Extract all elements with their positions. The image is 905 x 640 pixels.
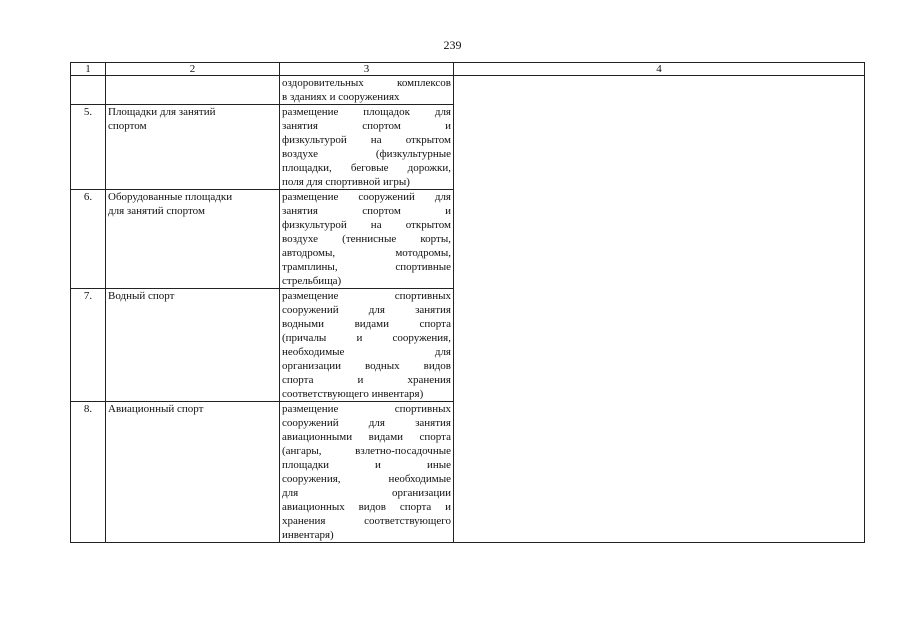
description-line: (причалы и сооружения,: [282, 332, 451, 344]
description-line: для организации: [282, 487, 451, 499]
name-line: Авиационный спорт: [108, 403, 204, 415]
row-description-cell: [280, 402, 454, 543]
description-line: размещение площадок для: [282, 106, 451, 118]
description-line: сооружений для занятия: [282, 304, 451, 316]
description-line: необходимые для: [282, 346, 451, 358]
description-line: занятия спортом и: [282, 205, 451, 217]
row-description-cell: [280, 76, 454, 105]
description-line: в зданиях и сооружениях: [282, 91, 400, 103]
row-name-cell: [106, 105, 280, 190]
description-line: занятия спортом и: [282, 120, 451, 132]
description-line: авиационных видов спорта и: [282, 501, 451, 513]
description-line: авиационными видами спорта: [282, 431, 451, 443]
column-header: 1: [71, 63, 106, 76]
header-row: [71, 63, 865, 76]
row-number-cell: 5.: [71, 105, 106, 190]
name-line: Водный спорт: [108, 290, 175, 302]
description-line: организации водных видов: [282, 360, 451, 372]
description-line: (ангары, взлетно-посадочные: [282, 445, 451, 457]
column-4-cell: [454, 76, 865, 543]
description-line: оздоровительных комплексов: [282, 77, 451, 89]
row-description-cell: [280, 289, 454, 402]
description-line: площадки, беговые дорожки,: [282, 162, 451, 174]
description-line: сооружений для занятия: [282, 417, 451, 429]
description-line: площадки и иные: [282, 459, 451, 471]
page-number: 239: [443, 38, 462, 52]
description-line: воздухе (теннисные корты,: [282, 233, 451, 245]
name-line: Площадки для занятий: [108, 106, 216, 118]
description-line: стрельбища): [282, 275, 342, 287]
description-line: размещение спортивных: [282, 290, 451, 302]
description-line: воздухе (физкультурные: [282, 148, 451, 160]
description-line: размещение сооружений для: [282, 191, 451, 203]
land-use-table: [70, 62, 865, 543]
column-header: 2: [106, 63, 280, 76]
description-line: сооружения, необходимые: [282, 473, 451, 485]
name-line: спортом: [108, 120, 147, 132]
row-name-cell: [106, 190, 280, 289]
row-name-cell: [106, 289, 280, 402]
description-line: размещение спортивных: [282, 403, 451, 415]
description-line: спорта и хранения: [282, 374, 451, 386]
row-number-cell: 7.: [71, 289, 106, 402]
row-description-cell: [280, 190, 454, 289]
row-number-cell: 8.: [71, 402, 106, 543]
row-number-cell: [71, 76, 106, 105]
row-name-cell: [106, 76, 280, 105]
description-line: инвентаря): [282, 529, 334, 541]
name-line: для занятий спортом: [108, 205, 205, 217]
description-line: поля для спортивной игры): [282, 176, 410, 188]
name-line: Оборудованные площадки: [108, 191, 233, 203]
column-header: 3: [280, 63, 454, 76]
description-line: водными видами спорта: [282, 318, 451, 330]
description-line: физкультурой на открытом: [282, 134, 451, 146]
row-description-cell: [280, 105, 454, 190]
description-line: автодромы, мотодромы,: [282, 247, 451, 259]
column-header: 4: [454, 63, 865, 76]
description-line: соответствующего инвентаря): [282, 388, 424, 400]
table-body: [71, 76, 865, 543]
description-line: трамплины, спортивные: [282, 261, 451, 273]
description-line: физкультурой на открытом: [282, 219, 451, 231]
row-name-cell: [106, 402, 280, 543]
table-row-continued: [71, 76, 865, 105]
description-line: хранения соответствующего: [282, 515, 451, 527]
row-number-cell: 6.: [71, 190, 106, 289]
